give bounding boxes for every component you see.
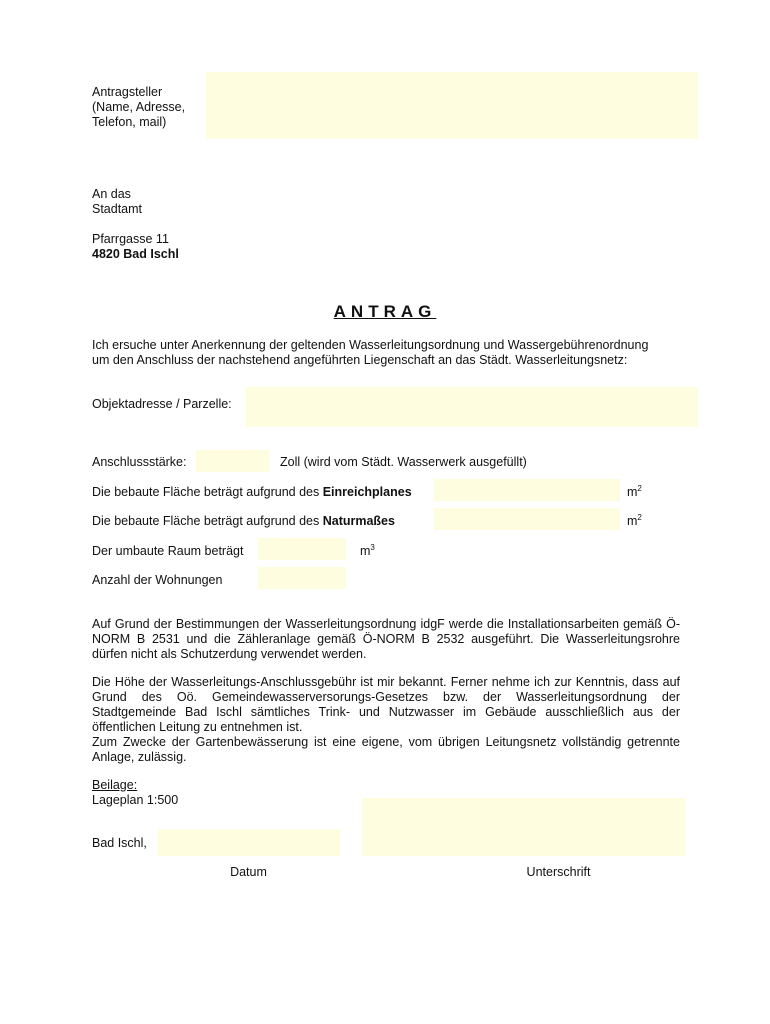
- attachment-heading: [92, 778, 137, 793]
- area-plan-field[interactable]: [434, 479, 620, 501]
- unit-text: m: [627, 485, 638, 499]
- object-address-field[interactable]: [246, 387, 698, 427]
- apartments-field[interactable]: [258, 567, 346, 589]
- applicant-label-line: (Name, Adresse,: [92, 100, 186, 114]
- area-plan-unit: [627, 485, 642, 500]
- applicant-label-line: Antragsteller: [92, 85, 163, 99]
- connection-size-field[interactable]: [196, 450, 269, 472]
- area-actual-field[interactable]: [434, 508, 620, 530]
- area-plan-label: [92, 485, 412, 500]
- recipient-line: Stadtamt: [92, 202, 143, 216]
- volume-field[interactable]: [258, 538, 346, 560]
- connection-unit-note: Zoll (wird vom Städt. Wasserwerk ausgefüllt): [280, 455, 527, 469]
- unit-superscript: 2: [637, 512, 642, 522]
- unit-superscript: 3: [370, 542, 375, 552]
- applicant-field[interactable]: [206, 72, 698, 139]
- intro-line: Ich ersuche unter Anerkennung der geltenden Wasserleitungsordnung und Wassergebührenordnung: [92, 338, 649, 352]
- apartments-label: Anzahl der Wohnungen: [92, 573, 223, 587]
- applicant-label-line: Telefon, mail): [92, 115, 167, 129]
- area-plan-label-prefix: Die bebaute Fläche beträgt aufgrund des: [92, 485, 323, 499]
- area-actual-label: [92, 514, 395, 529]
- recipient-street: Pfarrgasse 11: [92, 232, 169, 246]
- intro-text: [92, 338, 648, 368]
- place-label: Bad Ischl,: [92, 836, 147, 850]
- paragraph-installation: Auf Grund der Bestimmungen der Wasserleitungsordnung idgF werde die Installationsarbeiten gemäß Ö-NORM B 2531 und die Zähleranlage gemäß Ö-NORM B 2532 ausgeführt. Die Wasserleitungsrohre dürfen nicht als Schutzerdung verwendet werden.: [92, 617, 680, 661]
- connection-label: Anschlussstärke:: [92, 455, 187, 469]
- paragraph-garden: Zum Zwecke der Gartenbewässerung ist eine eigene, vom übrigen Leitungsnetz vollständig getrennte Anlage, zulässig.: [92, 735, 680, 764]
- area-actual-label-bold: Naturmaßes: [322, 514, 395, 528]
- area-plan-label-bold: Einreichplanes: [322, 485, 412, 499]
- paragraph-fees: Die Höhe der Wasserleitungs-Anschlussgebühr ist mir bekannt. Ferner nehme ich zur Kenntnis, dass auf Grund des Oö. Gemeindewasserversorungs-Gesetzes bzw. der Wasserleitungsordnung der Stadtgemeinde Bad Ischl sämtliches Trink- und Nutzwasser im Gebäude ausschließlich aus der öffentlichen Leitung zu entnehmen ist.: [92, 675, 680, 734]
- recipient-address: [92, 187, 179, 262]
- attachment-heading-text: Beilage:: [92, 778, 138, 792]
- signature-caption: Unterschrift: [526, 865, 591, 879]
- date-caption: Datum: [230, 865, 267, 879]
- volume-label: Der umbaute Raum beträgt: [92, 544, 244, 558]
- intro-line: um den Anschluss der nachstehend angeführten Liegenschaft an das Städt. Wasserleitungsnetz:: [92, 353, 628, 367]
- unit-text: m: [627, 514, 638, 528]
- date-field[interactable]: [157, 829, 340, 856]
- signature-field[interactable]: [362, 798, 685, 856]
- attachment-item: Lageplan 1:500: [92, 793, 179, 807]
- area-actual-label-prefix: Die bebaute Fläche beträgt aufgrund des: [92, 514, 323, 528]
- volume-unit: [360, 544, 375, 559]
- applicant-label: [92, 85, 185, 130]
- object-label: Objektadresse / Parzelle:: [92, 397, 232, 411]
- page-title: ANTRAG: [333, 302, 437, 321]
- recipient-city: 4820 Bad Ischl: [92, 247, 179, 261]
- recipient-line: An das: [92, 187, 131, 201]
- area-actual-unit: [627, 514, 642, 529]
- unit-superscript: 2: [637, 483, 642, 493]
- unit-text: m: [360, 544, 371, 558]
